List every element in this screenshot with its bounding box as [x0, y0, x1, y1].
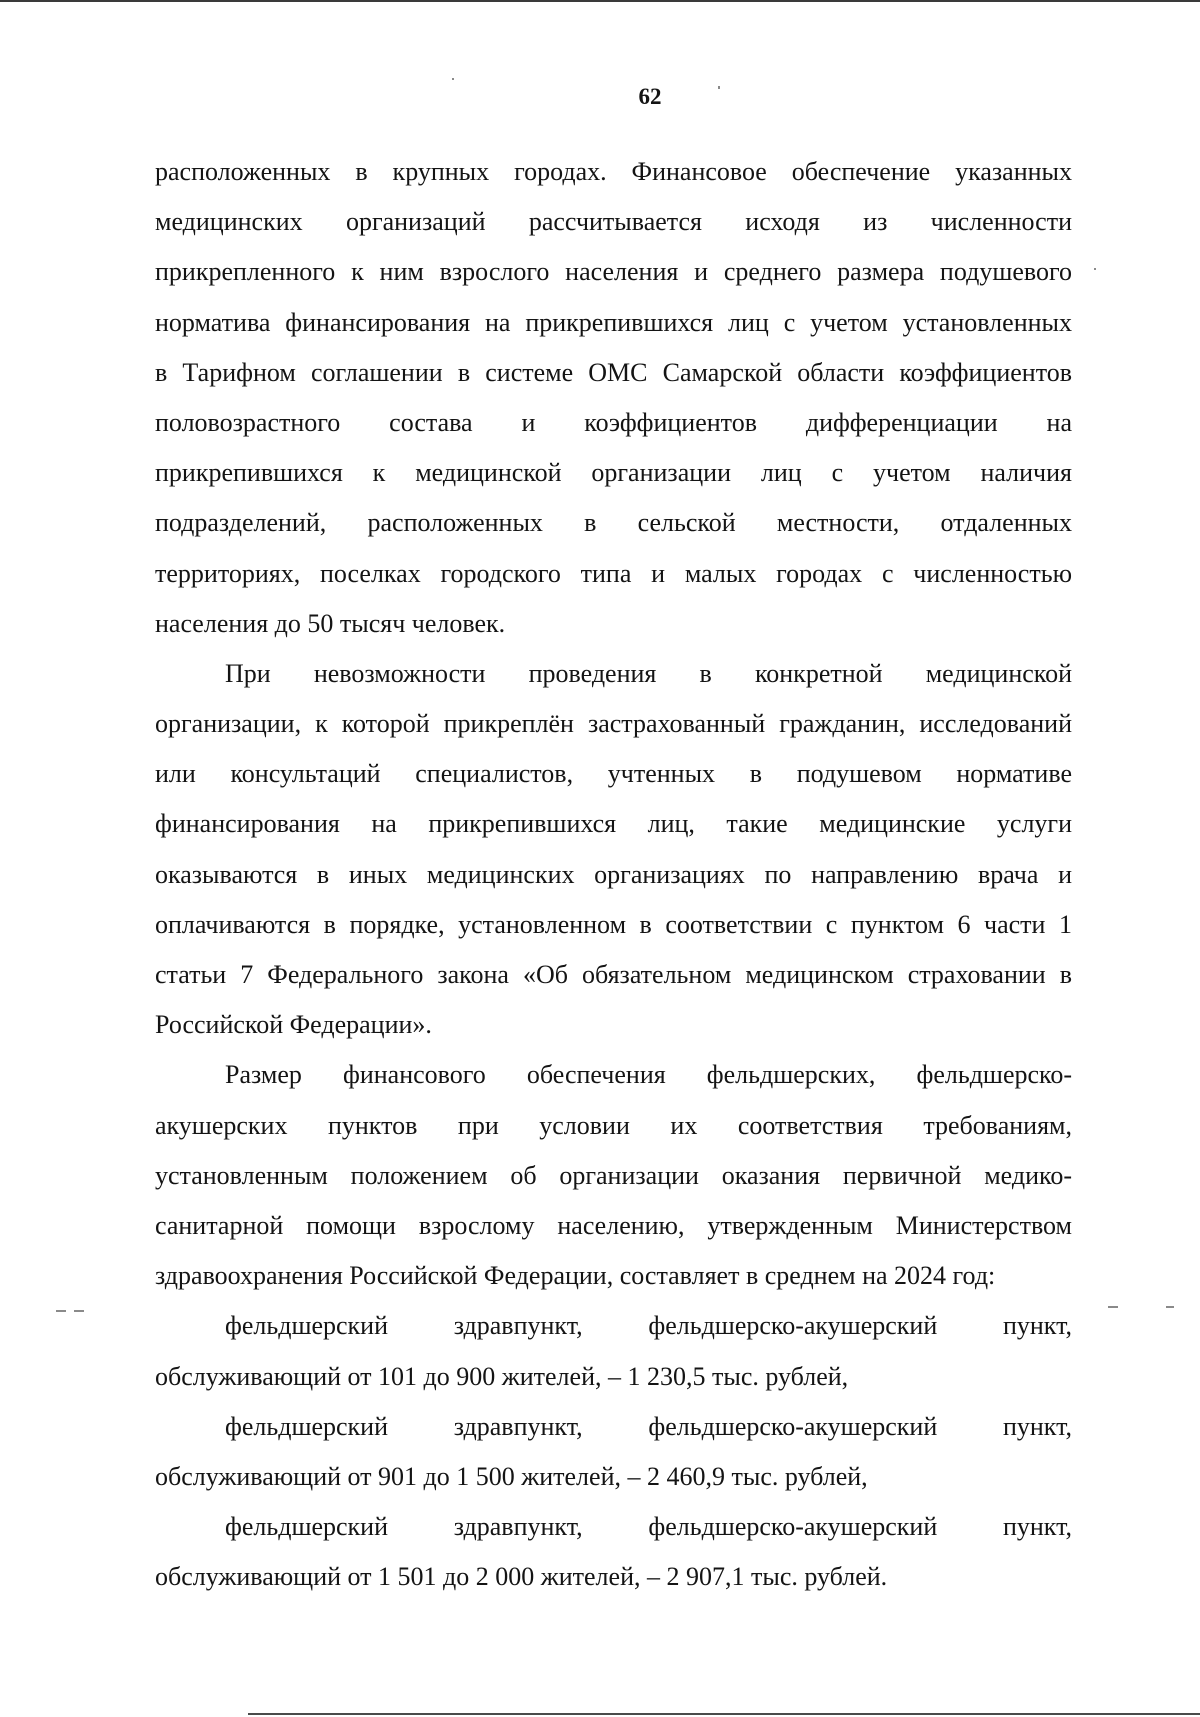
text-line: здравоохранения Российской Федерации, составляет в среднем на 2024 год:	[155, 1261, 996, 1291]
text-line: обслуживающий от 901 до 1 500 жителей, – 2 460,9 тыс. рублей,	[155, 1461, 868, 1491]
text-line: фельдшерский здравпункт, фельдшерско-акушерский пункт,	[225, 1311, 1072, 1341]
text-line: статьи 7 Федерального закона «Об обязательном медицинском страховании в	[155, 960, 1072, 989]
text-line: обслуживающий от 101 до 900 жителей, – 1 230,5 тыс. рублей,	[155, 1361, 849, 1391]
scan-edge-top	[0, 0, 1200, 2]
scan-speck	[74, 1310, 84, 1312]
text-line: организации, к которой прикреплён застрахованный гражданин, исследований	[155, 709, 1072, 739]
list-item	[155, 1502, 1072, 1602]
text-line: фельдшерский здравпункт, фельдшерско-акушерский пункт,	[225, 1512, 1072, 1542]
text-line: оплачиваются в порядке, установленном в соответствии с пунктом 6 части 1	[155, 909, 1072, 939]
scan-speck	[718, 86, 720, 89]
text-line: установленным положением об организации оказания первичной медико-	[155, 1160, 1072, 1190]
paragraph	[155, 649, 1072, 1051]
document-body	[155, 147, 1072, 1602]
text-line: акушерских пунктов при условии их соответствия требованиям,	[155, 1110, 1072, 1140]
scan-speck	[1108, 1306, 1118, 1308]
list-item	[155, 1301, 1072, 1401]
text-line: прикрепившихся к медицинской организации лиц с учетом наличия	[155, 458, 1072, 488]
scan-speck	[1094, 268, 1096, 270]
text-line: санитарной помощи взрослому населению, утвержденным Министерством	[155, 1210, 1072, 1240]
text-line: финансирования на прикрепившихся лиц, такие медицинские услуги	[155, 809, 1072, 839]
text-line: в Тарифном соглашении в системе ОМС Самарской области коэффициентов	[155, 357, 1072, 387]
paragraph	[155, 147, 1072, 649]
list-item	[155, 1402, 1072, 1502]
text-line: половозрастного состава и коэффициентов дифференциации на	[155, 407, 1072, 437]
scan-speck	[56, 1310, 66, 1312]
text-line: территориях, поселках городского типа и малых городах с численностью	[155, 558, 1072, 588]
text-line: оказываются в иных медицинских организациях по направлению врача и	[155, 859, 1072, 889]
page-number: 62	[638, 84, 662, 109]
text-line: населения до 50 тысяч человек.	[155, 608, 506, 638]
scan-speck	[452, 78, 454, 80]
scan-speck	[1166, 1306, 1174, 1308]
text-line: обслуживающий от 1 501 до 2 000 жителей, – 2 907,1 тыс. рублей.	[155, 1562, 888, 1592]
text-line: Размер финансового обеспечения фельдшерских, фельдшерско-	[225, 1060, 1072, 1090]
text-line: подразделений, расположенных в сельской местности, отдаленных	[155, 508, 1072, 538]
text-line: медицинских организаций рассчитывается исходя из численности	[155, 207, 1072, 237]
text-line: прикрепленного к ним взрослого населения и среднего размера подушевого	[155, 257, 1072, 287]
paragraph	[155, 1050, 1072, 1301]
text-line: или консультаций специалистов, учтенных в подушевом нормативе	[155, 759, 1072, 789]
text-line: Российской Федерации».	[155, 1010, 432, 1040]
text-line: расположенных в крупных городах. Финансовое обеспечение указанных	[155, 157, 1072, 186]
text-line: фельдшерский здравпункт, фельдшерско-акушерский пункт,	[225, 1411, 1072, 1441]
text-line: норматива финансирования на прикрепившихся лиц с учетом установленных	[155, 307, 1072, 337]
text-line: При невозможности проведения в конкретной медицинской	[225, 658, 1072, 688]
scan-edge-bottom	[248, 1713, 1200, 1715]
